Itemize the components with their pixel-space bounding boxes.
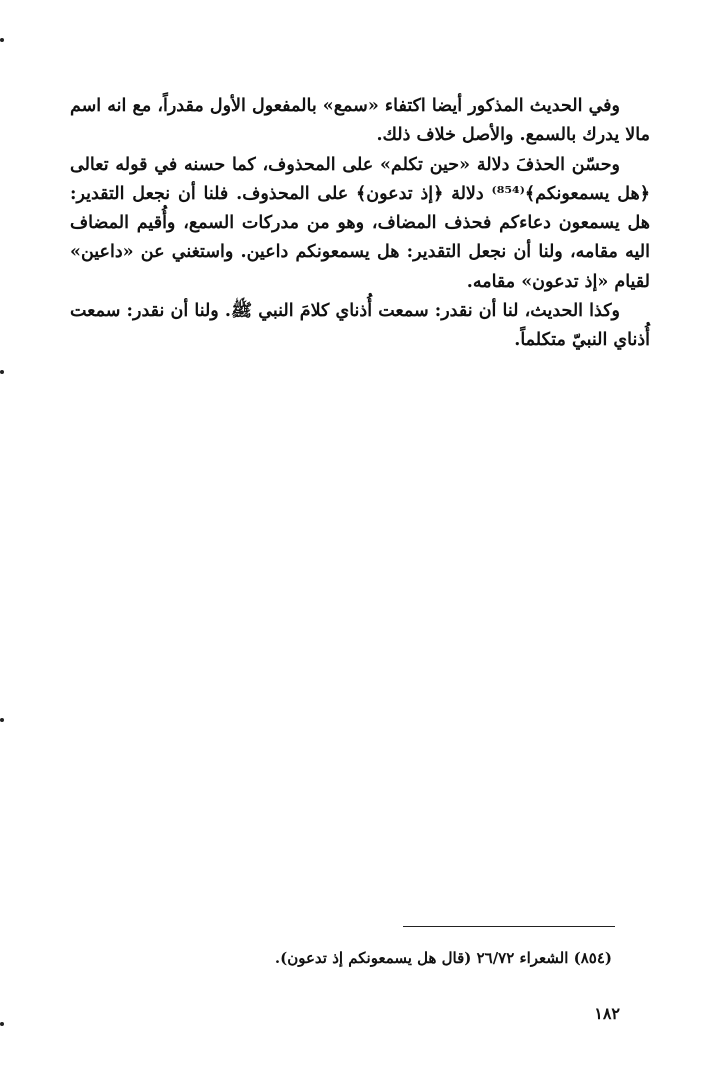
scan-edge-mark xyxy=(0,718,4,722)
main-text xyxy=(70,92,650,356)
scan-edge-mark xyxy=(0,370,4,374)
scan-edge-mark xyxy=(0,38,4,42)
footnote-divider xyxy=(403,926,615,927)
page-number: ١٨٢ xyxy=(594,1004,620,1023)
paragraph-2: وحسّن الحذفَ دلالة «حين تكلم» على المحذوف، كما حسنه في قوله تعالى ﴿هل يسمعونكم﴾⁽⁸⁵⁴⁾ دلالة ﴿إذ تدعون﴾ على المحذوف. فلنا أن نجعل التقدير: هل يسمعون دعاءكم فحذف المضاف، وهو من مدركات السمع، وأُقيم المضاف اليه مقامه، ولنا أن نجعل التقدير: هل يسمعونكم داعين. واستغني عن «داعين» لقيام «إذ تدعون» مقامه. xyxy=(70,154,650,292)
paragraph-3: وكذا الحديث، لنا أن نقدر: سمعت أُذناي كلامَ النبي ﷺ. ولنا أن نقدر: سمعت أُذناي النبيّ متكلماً. xyxy=(70,301,650,351)
paragraph-1: وفي الحديث المذكور أيضا اكتفاء «سمع» بالمفعول الأول مقدراً، مع انه اسم مالا يدرك بالسمع. والأصل خلاف ذلك. xyxy=(70,96,650,146)
footnote: (٨٥٤) الشعراء ٢٦/٧٢ (قال هل يسمعونكم إذ تدعون). xyxy=(274,949,612,967)
scan-edge-mark xyxy=(0,1022,4,1026)
